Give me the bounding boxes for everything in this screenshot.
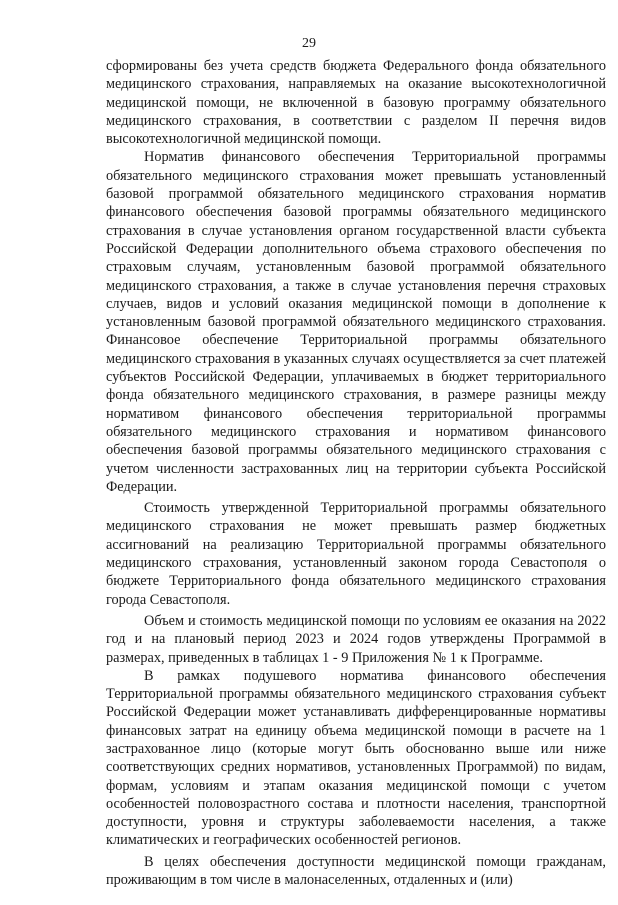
page-number: 29 [302, 36, 316, 51]
document-body [106, 57, 606, 889]
paragraph-program-cost: Стоимость утвержденной Территориальной программы обязательного медицинского страхования не может превышать размер бюджетных ассигнований на реализацию Территориальной программы обязательного медицинского страхования, установленный законом города Севастополя о бюджете Территориального фонда обязательного медицинского страхования города Севастополя. [106, 500, 606, 608]
paragraph-per-capita-standard: В рамках подушевого норматива финансового обеспечения Территориальной программы обязательного медицинского страхования субъект Российской Федерации может устанавливать дифференцированные нормативы финансовых затрат на единицу объема медицинской помощи в расчете на 1 застрахованное лицо (которые могут быть обоснованно выше или ниже соответствующих средних нормативов, установленных Программой) по видам, формам, условиям и этапам оказания медицинской помощи с учетом особенностей половозрастного состава и плотности населения, транспортной доступности, уровня и структуры заболеваемости населения, а также климатических и географических особенностей регионов. [106, 667, 606, 849]
paragraph-accessibility: В целях обеспечения доступности медицинской помощи гражданам, проживающим в том числе в малонаселенных, отдаленных и (или) [106, 853, 606, 889]
paragraph-continuation: сформированы без учета средств бюджета Федерального фонда обязательного медицинского страхования, направляемых на оказание высокотехнологичной медицинской помощи, не включенной в базовую программу обязательного медицинского страхования, в соответствии с разделом II перечня видов высокотехнологичной медицинской помощи. [106, 58, 606, 148]
paragraph-volume-cost: Объем и стоимость медицинской помощи по условиям ее оказания на 2022 год и на плановый период 2023 и 2024 годов утверждены Программой в размерах, приведенных в таблицах 1 - 9 Приложения № 1 к Программе. [106, 612, 606, 666]
paragraph-funding-standard: Норматив финансового обеспечения Территориальной программы обязательного медицинского страхования может превышать установленный базовой программой обязательного медицинского страхования норматив финансового обеспечения базовой программы обязательного медицинского страхования в случае установления органом государственной власти субъекта Российской Федерации дополнительного объема страхового обеспечения по страховым случаям, установленным базовой программой обязательного медицинского страхования, а также в случае установления перечня страховых случаев, видов и условий оказания медицинской помощи в дополнение к установленным базовой программой обязательного медицинского страхования. Финансовое обеспечение Территориальной программы обязательного медицинского страхования в указанных случаях осуществляется за счет платежей субъектов Российской Федерации, уплачиваемых в бюджет территориального фонда обязательного медицинского страхования, в размере разницы между нормативом финансового обеспечения территориальной программы обязательного медицинского страхования и нормативом финансового обеспечения базовой программы обязательного медицинского страхования с учетом численности застрахованных лиц на территории субъекта Российской Федерации. [106, 149, 606, 495]
